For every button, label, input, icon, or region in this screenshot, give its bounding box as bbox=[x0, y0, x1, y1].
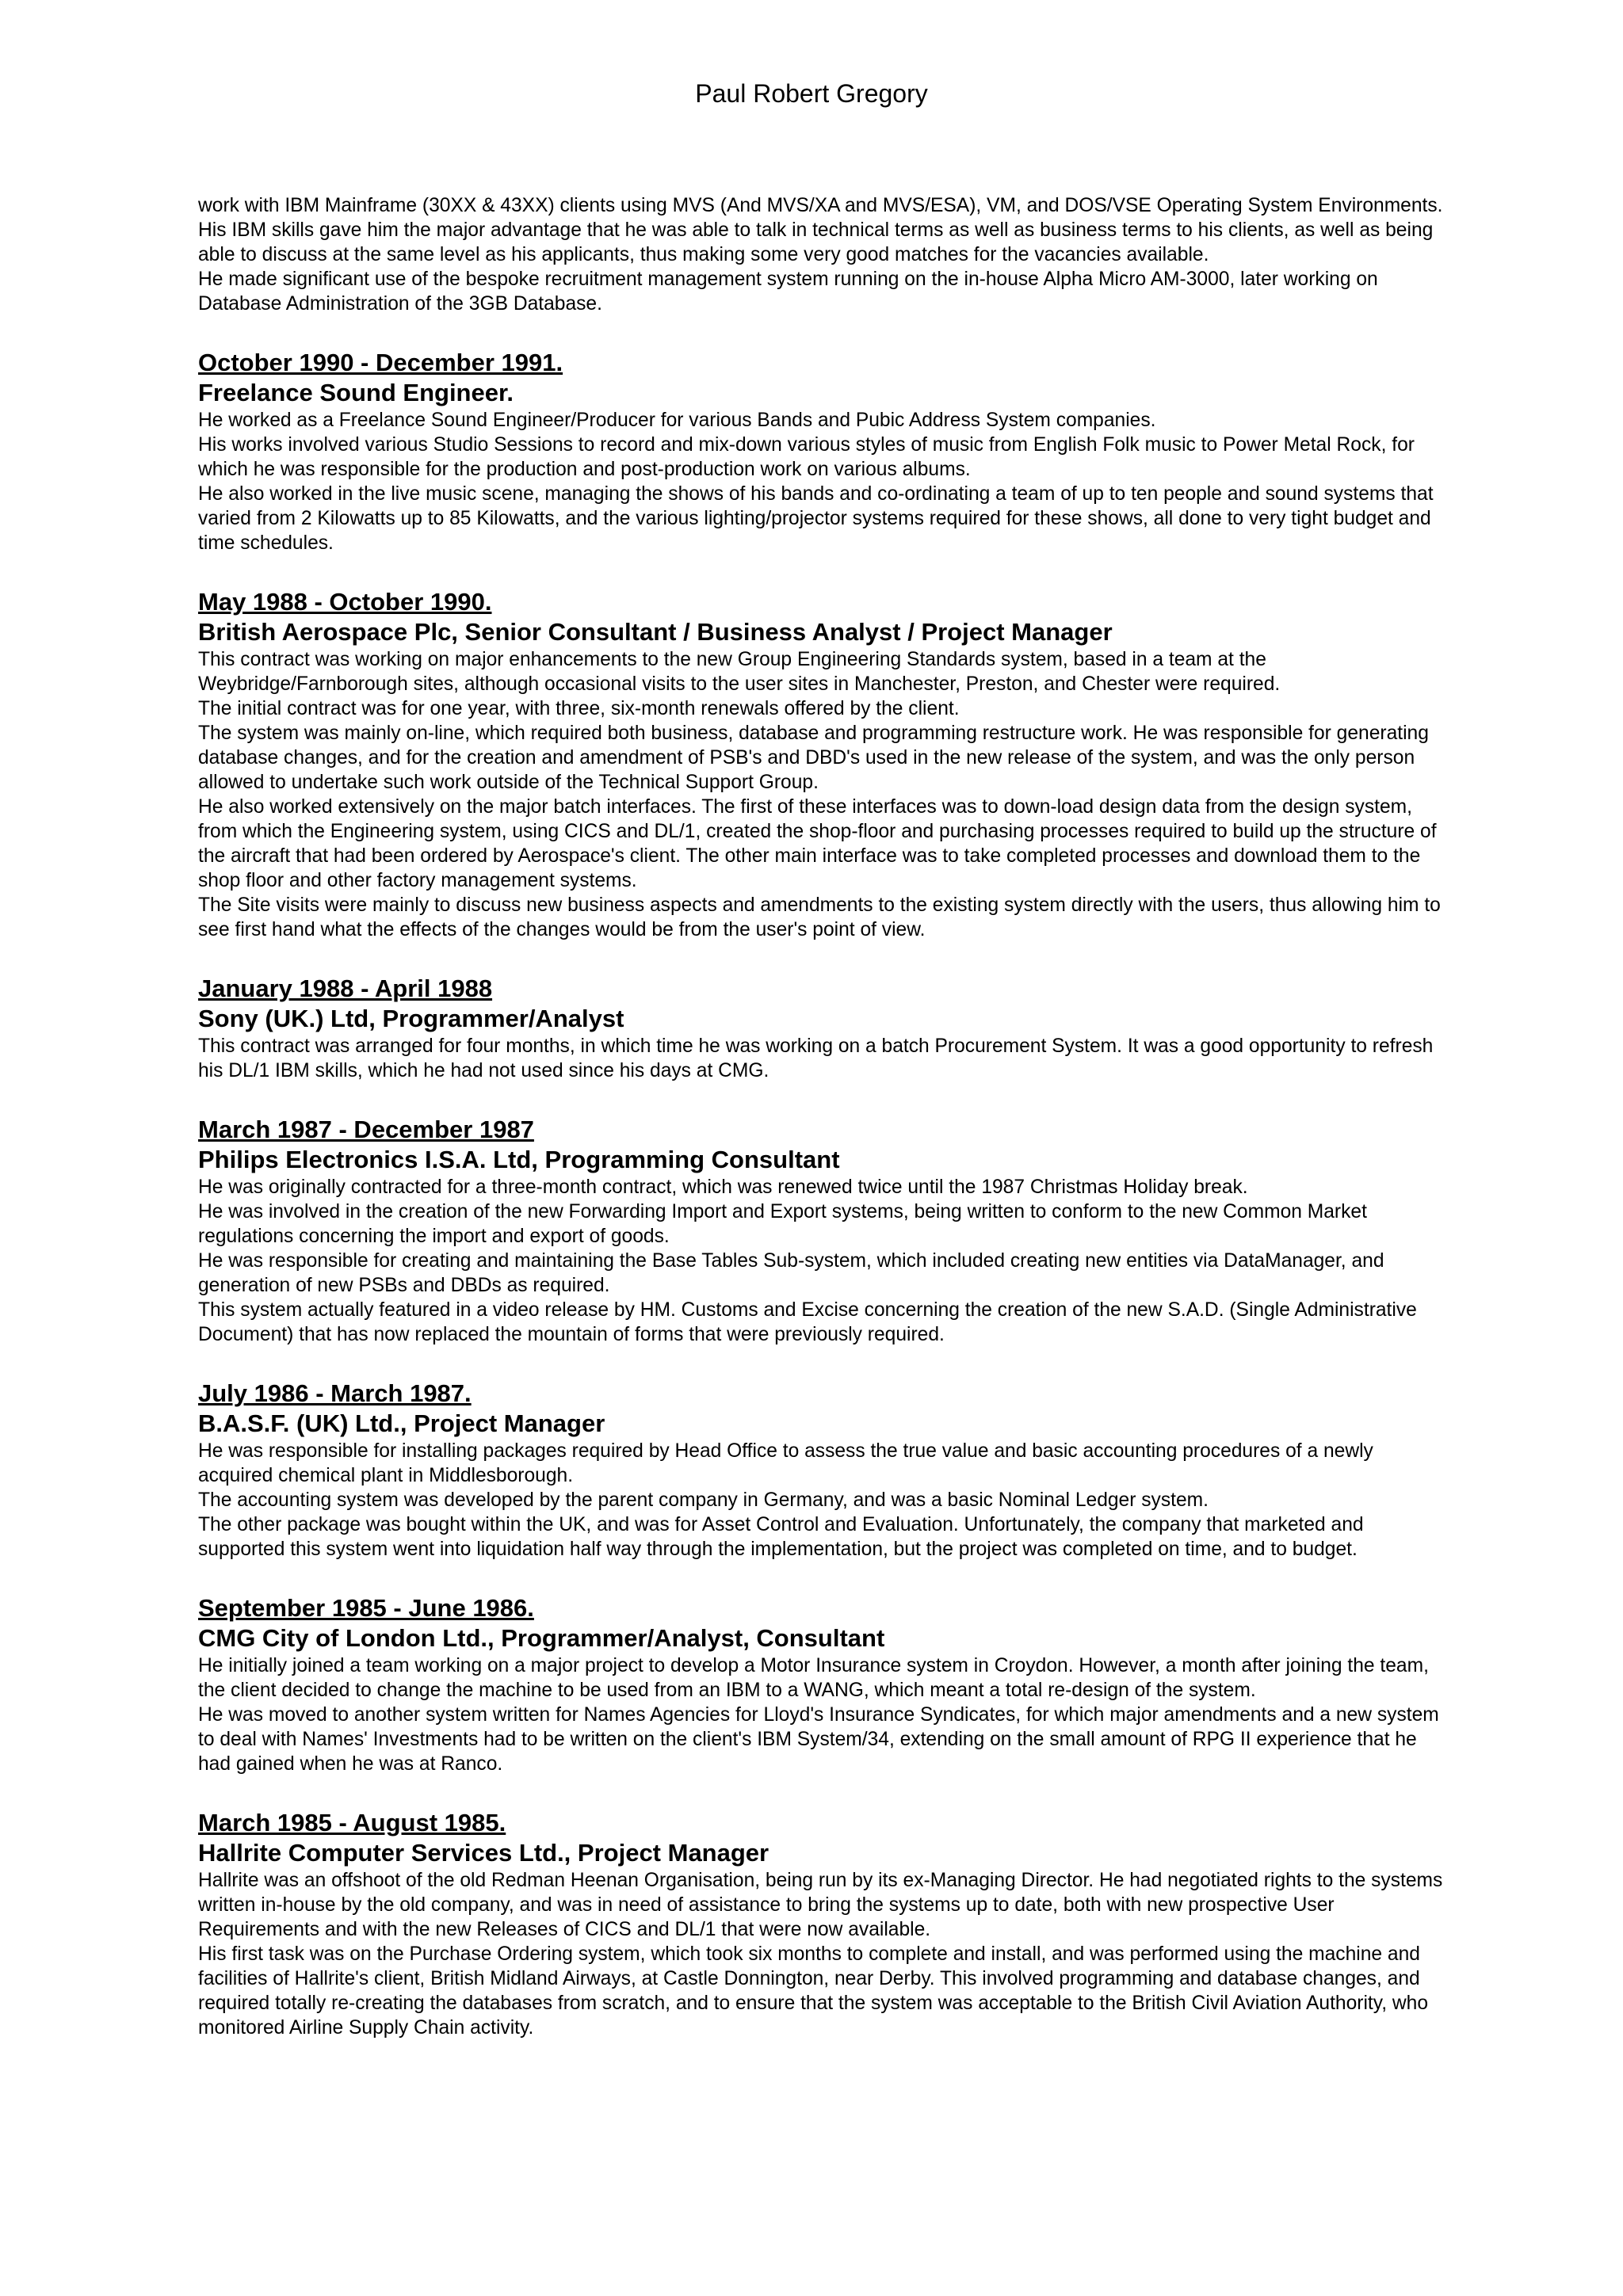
job-date: March 1985 - August 1985. bbox=[198, 1809, 506, 1836]
job-paragraph: The other package was bought within the UK, and was for Asset Control and Evaluation. Unfortunately, the company that marketed and supported this system went into liquidation half way through the implementation, but the project was completed on time, and to budget. bbox=[198, 1514, 1364, 1560]
job-date: October 1990 - December 1991. bbox=[198, 349, 563, 376]
intro-section bbox=[198, 193, 1450, 316]
job-paragraph: He also worked extensively on the major batch interfaces. The first of these interfaces was to down-load design data from the design system, from which the Engineering system, using CICS and DL/1, created the shop-floor and purchasing processes required to build up the structure of the aircraft that had been ordered by Aerospace's client. The other main interface was to take completed processes and download them to the shop floor and other factory management systems. bbox=[198, 796, 1437, 891]
cv-content bbox=[198, 193, 1450, 2040]
job-paragraph: The accounting system was developed by the parent company in Germany, and was a basic Nominal Ledger system. bbox=[198, 1489, 1209, 1511]
job-paragraph: His first task was on the Purchase Ordering system, which took six months to complete and install, and was performed using the machine and facilities of Hallrite's client, British Midland Airways, at Castle Donnington, near Derby. This involved programming and database changes, and required totally re-creating the databases from scratch, and to ensure that the system was acceptable to the British Civil Aviation Authority, who monitored Airline Supply Chain activity. bbox=[198, 1943, 1429, 2039]
job-date: May 1988 - October 1990. bbox=[198, 588, 492, 616]
job-paragraph: The initial contract was for one year, with three, six-month renewals offered by the client. bbox=[198, 698, 960, 719]
job-paragraph: This contract was working on major enhancements to the new Group Engineering Standards system, based in a team at the Weybridge/Farnborough sites, although occasional visits to the user sites in Manchester, Preston, and Chester were required. bbox=[198, 649, 1281, 695]
job-british-aerospace bbox=[198, 587, 1450, 942]
job-date: September 1985 - June 1986. bbox=[198, 1594, 534, 1622]
job-freelance-sound-engineer bbox=[198, 348, 1450, 555]
job-paragraph: This contract was arranged for four months, in which time he was working on a batch Procurement System. It was a good opportunity to refresh his DL/1 IBM skills, which he had not used since his days at CMG. bbox=[198, 1035, 1434, 1081]
intro-paragraph: work with IBM Mainframe (30XX & 43XX) clients using MVS (And MVS/XA and MVS/ESA), VM, and DOS/VSE Operating System Environments. bbox=[198, 195, 1443, 216]
job-title: Philips Electronics I.S.A. Ltd, Programming Consultant bbox=[198, 1146, 840, 1173]
job-paragraph: The system was mainly on-line, which required both business, database and programming restructure work. He was responsible for generating database changes, and for the creation and amendment of PSB's and DBD's used in the new release of the system, and was the only person allowed to undertake such work outside of the Technical Support Group. bbox=[198, 723, 1429, 793]
job-basf bbox=[198, 1379, 1450, 1562]
job-title: CMG City of London Ltd., Programmer/Analyst, Consultant bbox=[198, 1624, 885, 1652]
job-paragraph: He also worked in the live music scene, managing the shows of his bands and co-ordinating a team of up to ten people and sound systems that varied from 2 Kilowatts up to 85 Kilowatts, and the various lighting/projector systems required for these shows, all done to very tight budget and time schedules. bbox=[198, 483, 1434, 554]
job-paragraph: Hallrite was an offshoot of the old Redman Heenan Organisation, being run by its ex-Managing Director. He had negotiated rights to the systems written in-house by the old company, and was in need of assistance to bring the systems up to date, both with new prospective User Requirements and with the new Releases of CICS and DL/1 that were now available. bbox=[198, 1870, 1443, 1940]
job-date: March 1987 - December 1987 bbox=[198, 1116, 534, 1143]
job-paragraph: His works involved various Studio Sessions to record and mix-down various styles of music from English Folk music to Power Metal Rock, for which he was responsible for the production and post-production work on various albums. bbox=[198, 434, 1415, 480]
intro-paragraph: His IBM skills gave him the major advantage that he was able to talk in technical terms as well as business terms to his clients, as well as being able to discuss at the same level as his applicants, thus making some very good matches for the vacancies available. bbox=[198, 219, 1434, 265]
job-date: January 1988 - April 1988 bbox=[198, 974, 493, 1002]
job-title: B.A.S.F. (UK) Ltd., Project Manager bbox=[198, 1409, 605, 1437]
intro-paragraph: He made significant use of the bespoke recruitment management system running on the in-house Alpha Micro AM-3000, later working on Database Administration of the 3GB Database. bbox=[198, 269, 1378, 315]
job-date: July 1986 - March 1987. bbox=[198, 1379, 472, 1407]
job-paragraph: He was responsible for creating and maintaining the Base Tables Sub-system, which included creating new entities via DataManager, and generation of new PSBs and DBDs as required. bbox=[198, 1250, 1384, 1296]
job-title: British Aerospace Plc, Senior Consultant / Business Analyst / Project Manager bbox=[198, 618, 1113, 646]
page-header-name: Paul Robert Gregory bbox=[695, 79, 928, 108]
job-paragraph: The Site visits were mainly to discuss new business aspects and amendments to the existing system directly with the users, thus allowing him to see first hand what the effects of the changes would be from the user's point of view. bbox=[198, 894, 1441, 940]
job-paragraph: He was originally contracted for a three-month contract, which was renewed twice until the 1987 Christmas Holiday break. bbox=[198, 1177, 1248, 1198]
job-cmg bbox=[198, 1593, 1450, 1776]
job-paragraph: He was responsible for installing packages required by Head Office to assess the true value and basic accounting procedures of a newly acquired chemical plant in Middlesborough. bbox=[198, 1440, 1373, 1486]
job-philips bbox=[198, 1115, 1450, 1347]
job-title: Hallrite Computer Services Ltd., Project Manager bbox=[198, 1839, 769, 1867]
job-paragraph: He initially joined a team working on a major project to develop a Motor Insurance system in Croydon. However, a month after joining the team, the client decided to change the machine to be used from an IBM to a WANG, which meant a total re-design of the system. bbox=[198, 1655, 1429, 1701]
job-sony bbox=[198, 974, 1450, 1083]
job-paragraph: This system actually featured in a video release by HM. Customs and Excise concerning the creation of the new S.A.D. (Single Administrative Document) that has now replaced the mountain of forms that were previously required. bbox=[198, 1299, 1417, 1345]
job-paragraph: He was involved in the creation of the new Forwarding Import and Export systems, being written to conform to the new Common Market regulations concerning the import and export of goods. bbox=[198, 1201, 1367, 1247]
job-paragraph: He worked as a Freelance Sound Engineer/Producer for various Bands and Pubic Address System companies. bbox=[198, 410, 1156, 431]
job-title: Sony (UK.) Ltd, Programmer/Analyst bbox=[198, 1005, 624, 1032]
job-title: Freelance Sound Engineer. bbox=[198, 379, 514, 406]
job-hallrite bbox=[198, 1808, 1450, 2040]
job-paragraph: He was moved to another system written for Names Agencies for Lloyd's Insurance Syndicates, for which major amendments and a new system to deal with Names' Investments had to be written on the client's IBM System/34, extending on the small amount of RPG II experience that he had gained when he was at Ranco. bbox=[198, 1704, 1439, 1775]
